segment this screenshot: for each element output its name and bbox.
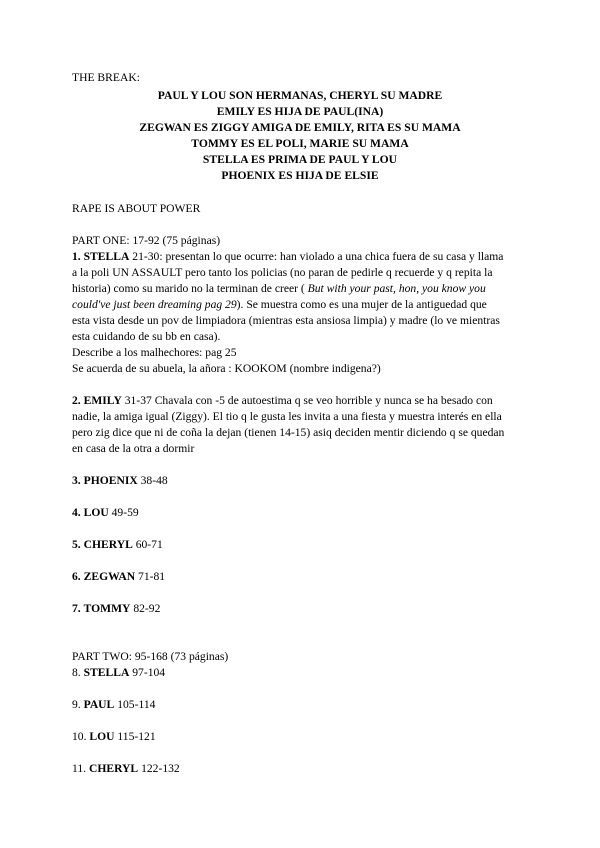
quote-text: could've just been dreaming pag 29 <box>72 298 237 311</box>
chapter-entry <box>72 505 139 520</box>
chapter-entry <box>72 761 180 776</box>
chapter-entry <box>72 569 165 584</box>
chapter-pages: 82-92 <box>130 602 161 615</box>
cast-line: PHOENIX ES HIJA DE ELSIE <box>221 169 379 182</box>
chapter-entry <box>72 729 156 744</box>
chapter-1-line: a la poli UN ASSAULT pero tanto los policias (no paran de pedirle q recuerde y q repita la <box>72 266 493 279</box>
chapter-number: 1. <box>72 250 81 263</box>
chapter-text: historia) como su marido no la terminan de creer ( <box>72 282 308 295</box>
chapter-number: 7. <box>72 602 81 615</box>
chapter-character: CHERYL <box>88 762 139 775</box>
part-one-header: PART ONE: 17-92 (75 páginas) <box>72 234 221 247</box>
chapter-character: PAUL <box>83 698 115 711</box>
chapter-number: 2. <box>72 394 81 407</box>
chapter-character: STELLA <box>83 250 130 263</box>
chapter-character: EMILY <box>83 394 122 407</box>
chapter-character: STELLA <box>83 666 130 679</box>
chapter-pages: 122-132 <box>138 762 180 775</box>
quote-text: But with your past, hon, you know you <box>307 282 486 295</box>
chapter-1-line: esta vista desde un pov de limpiadora (mientras esta ansiosa limpia) y madre (lo ve mientras <box>72 314 500 327</box>
chapter-character: LOU <box>89 730 115 743</box>
chapter-text: 21-30: presentan lo que ocurre: han violado a una chica fuera de su casa y llama <box>129 250 504 263</box>
chapter-pages: 38-48 <box>137 474 168 487</box>
chapter-1-line <box>72 297 487 312</box>
chapter-pages: 71-81 <box>135 570 166 583</box>
chapter-number: 6. <box>72 570 81 583</box>
part-two-header: PART TWO: 95-168 (73 páginas) <box>72 650 229 663</box>
chapter-number: 4. <box>72 506 81 519</box>
chapter-1-line <box>72 281 486 296</box>
chapter-pages: 105-114 <box>114 698 156 711</box>
cast-line: TOMMY ES EL POLI, MARIE SU MAMA <box>191 137 409 150</box>
chapter-number: 5. <box>72 538 81 551</box>
chapter-number: 8. <box>72 666 84 679</box>
chapter-2-line: nadie, la amiga igual (Ziggy). El tio q le gusta les invita a una fiesta y muestra interés en ella <box>72 410 502 423</box>
cast-line: EMILY ES HIJA DE PAUL(INA) <box>216 105 384 118</box>
cast-line: STELLA ES PRIMA DE PAUL Y LOU <box>202 153 398 166</box>
chapter-entry <box>72 665 165 680</box>
chapter-entry <box>72 473 168 488</box>
chapter-character: TOMMY <box>83 602 131 615</box>
chapter-character: LOU <box>83 506 109 519</box>
theme-line: RAPE IS ABOUT POWER <box>72 202 201 215</box>
chapter-1-line <box>72 249 503 264</box>
chapter-1-line: Se acuerda de su abuela, la añora : KOOKOM (nombre indigena?) <box>72 362 381 375</box>
chapter-text: ). Se muestra como es una mujer de la antiguedad que <box>236 298 487 311</box>
chapter-pages: 97-104 <box>129 666 166 679</box>
chapter-text: 31-37 Chavala con -5 de autoestima q se veo horrible y nunca se ha besado con <box>121 394 493 407</box>
cast-line: PAUL Y LOU SON HERMANAS, CHERYL SU MADRE <box>157 89 443 102</box>
chapter-number: 11. <box>72 762 89 775</box>
chapter-2-line: pero zig dice que ni de coña la dejan (tienen 14-15) asiq deciden mentir diciendo q se quedan <box>72 426 505 439</box>
chapter-pages: 115-121 <box>114 730 156 743</box>
chapter-1-line: esta cuidando de su bb en casa). <box>72 330 221 343</box>
chapter-character: CHERYL <box>83 538 133 551</box>
chapter-pages: 60-71 <box>132 538 163 551</box>
chapter-2-line: en casa de la otra a dormir <box>72 442 195 455</box>
chapter-2-line <box>72 393 493 408</box>
chapter-entry <box>72 537 163 552</box>
chapter-number: 10. <box>72 730 90 743</box>
chapter-number: 9. <box>72 698 84 711</box>
chapter-1-line: Describe a los malhechores: pag 25 <box>72 346 237 359</box>
chapter-pages: 49-59 <box>108 506 139 519</box>
chapter-character: PHOENIX <box>83 474 138 487</box>
chapter-number: 3. <box>72 474 81 487</box>
chapter-entry <box>72 601 160 616</box>
chapter-character: ZEGWAN <box>83 570 136 583</box>
document-title: THE BREAK: <box>72 71 140 84</box>
chapter-entry <box>72 697 155 712</box>
cast-line: ZEGWAN ES ZIGGY AMIGA DE EMILY, RITA ES SU MAMA <box>139 121 461 134</box>
